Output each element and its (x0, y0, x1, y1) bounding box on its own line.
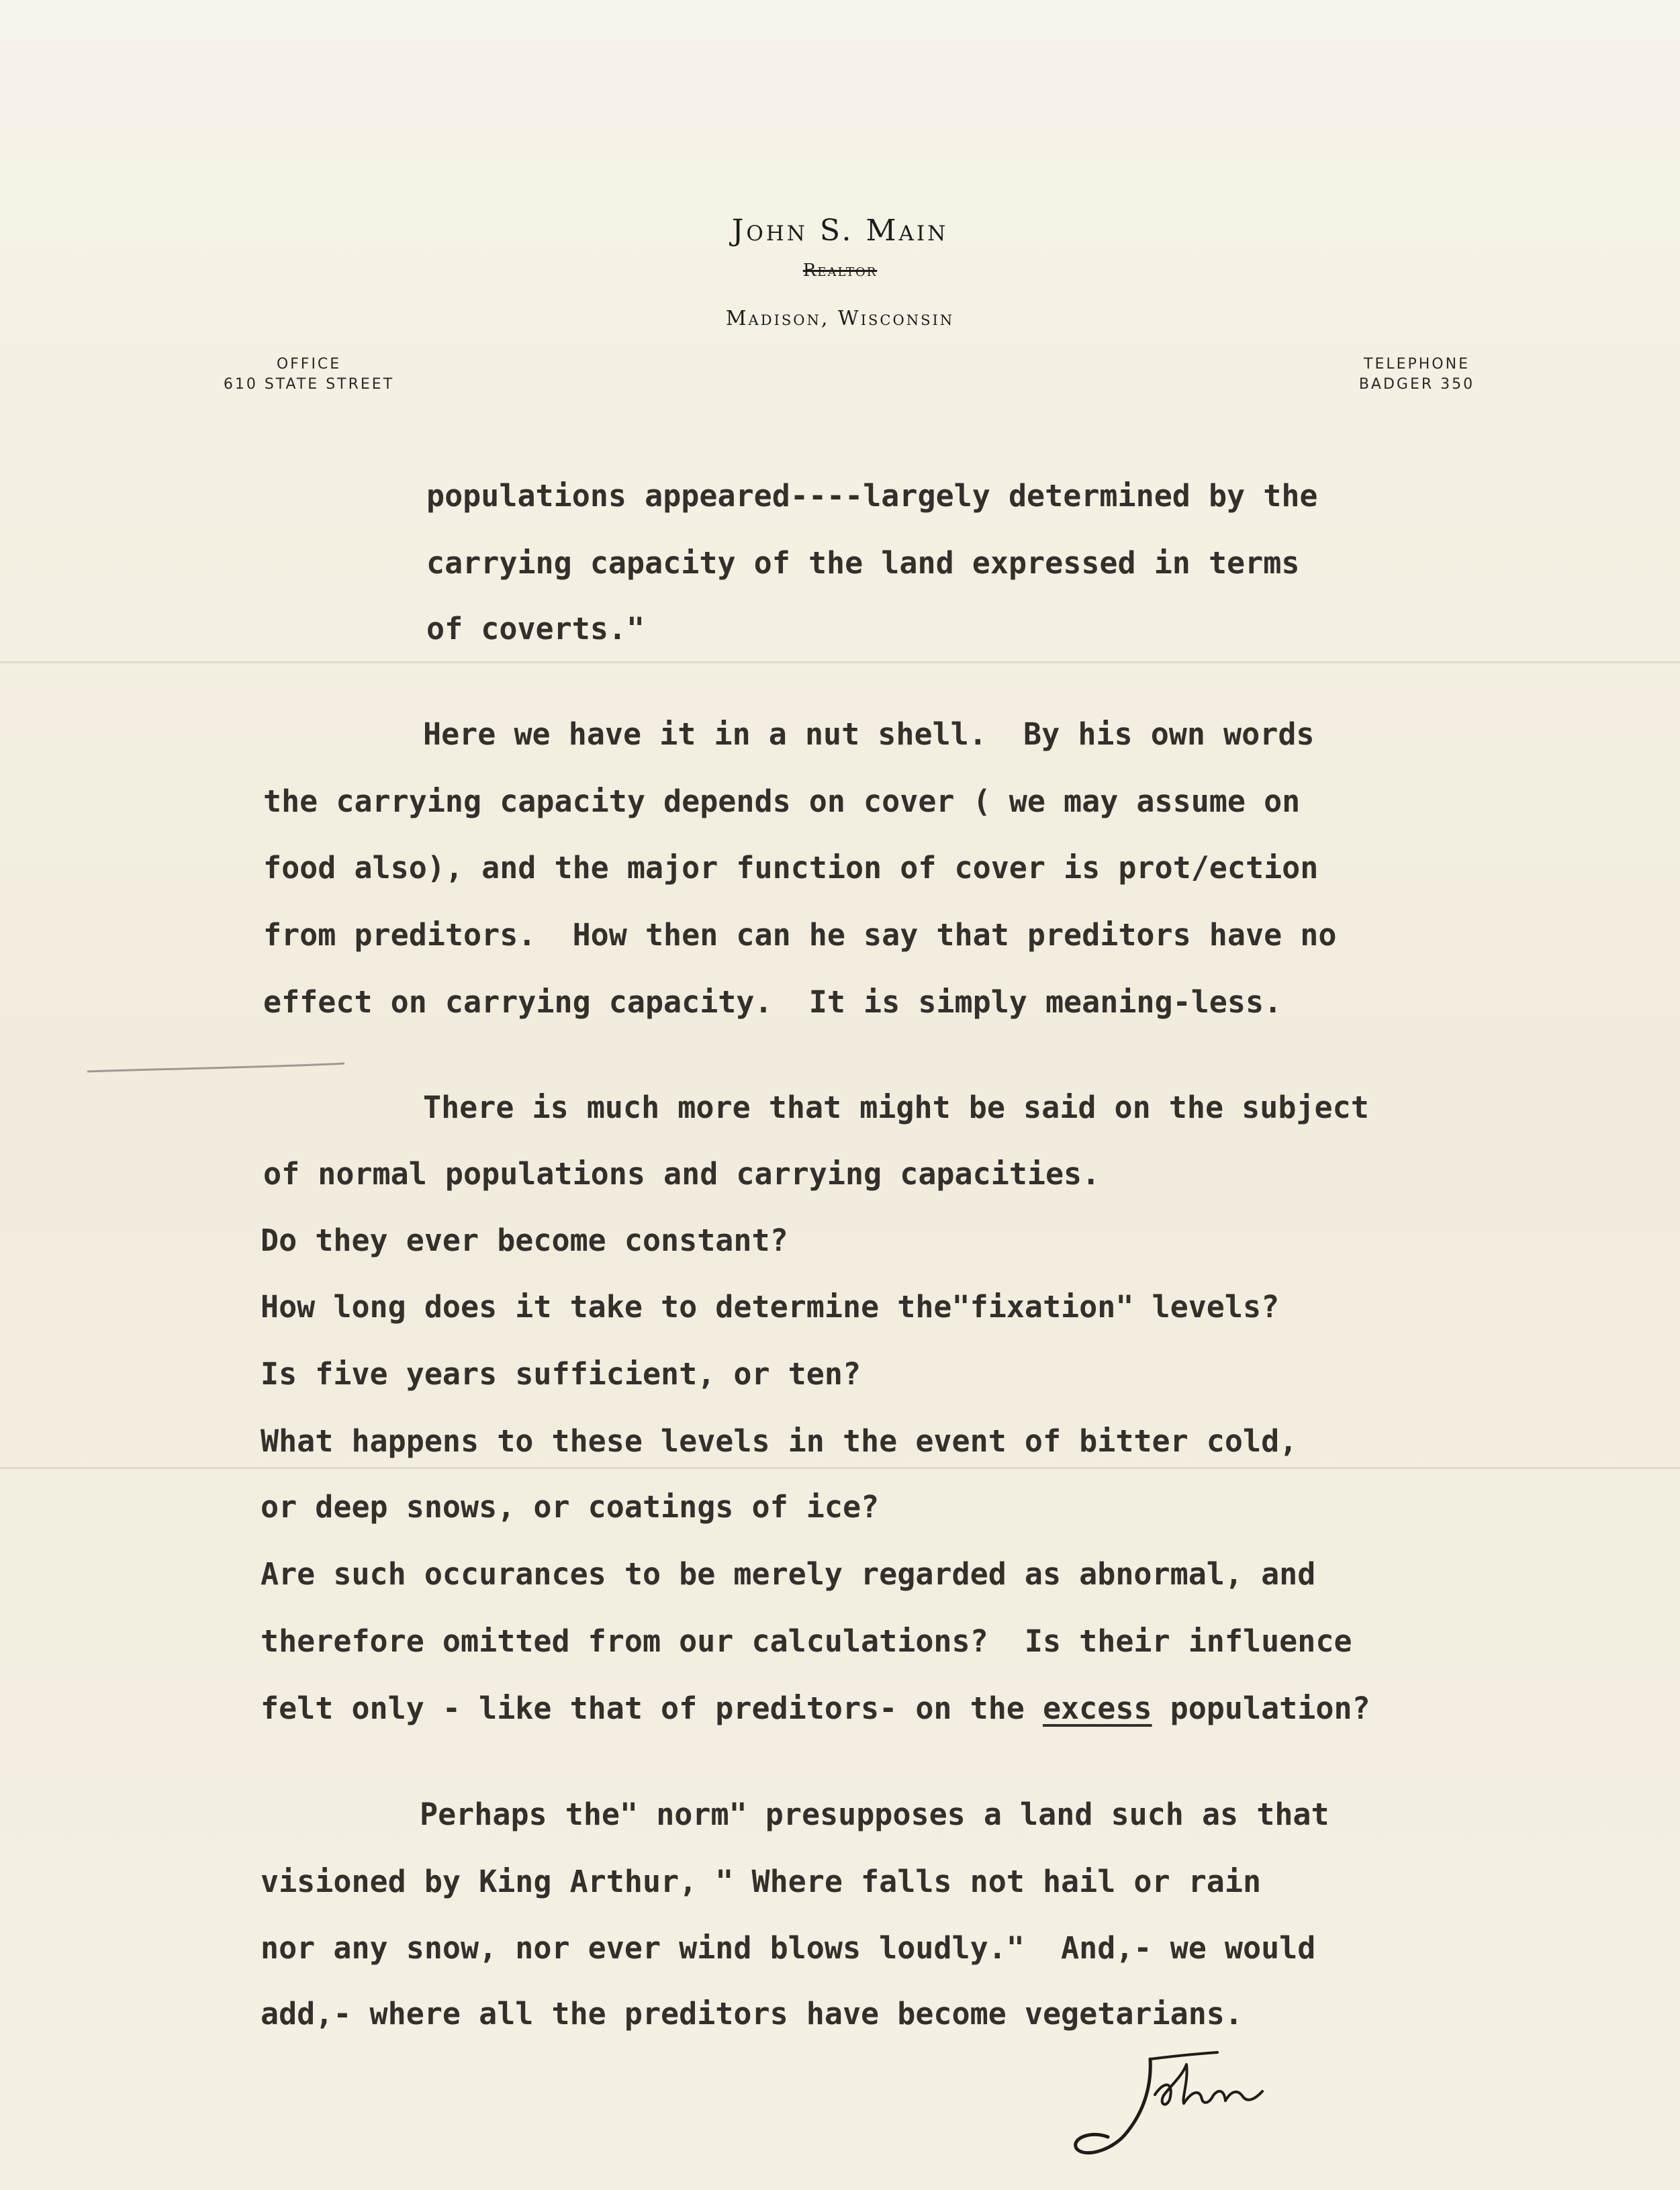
body-text: population? (1152, 1691, 1370, 1726)
body-line: What happens to these levels in the event of bitter cold, (261, 1423, 1298, 1459)
body-line: from preditors. How then can he say that preditors have no (263, 917, 1337, 953)
body-line: nor any snow, nor ever wind blows loudly." And,- we would (261, 1930, 1316, 1966)
body-line: visioned by King Arthur, " Where falls not hail or rain (261, 1864, 1262, 1899)
telephone-block (1323, 354, 1511, 395)
letterhead-city: Madison, Wisconsin (725, 307, 955, 330)
body-line (261, 1691, 1370, 1726)
body-line: add,- where all the preditors have become vegetarians. (261, 1996, 1243, 2032)
body-line: the carrying capacity depends on cover ( we may assume on (263, 783, 1301, 819)
office-label: OFFICE (276, 356, 342, 373)
body-text: felt only - like that of preditors- on the (261, 1691, 1043, 1726)
paper-fold-upper (0, 661, 1680, 663)
body-line: Perhaps the" norm" presupposes a land such as that (420, 1797, 1329, 1832)
body-line: Do they ever become constant? (261, 1223, 788, 1258)
telephone-label: TELEPHONE (1364, 356, 1470, 373)
body-line: carrying capacity of the land expressed in terms (426, 545, 1300, 581)
body-line: of coverts." (426, 611, 645, 647)
body-line: There is much more that might be said on the subject (423, 1090, 1369, 1125)
paper-fold-lower (0, 1467, 1680, 1469)
underlined-word: excess (1042, 1691, 1152, 1726)
body-line: of normal populations and carrying capacities. (263, 1156, 1101, 1192)
body-line: food also), and the major function of cover is prot/ection (263, 850, 1319, 886)
body-line: therefore omitted from our calculations? Is their influence (261, 1623, 1352, 1659)
body-line: Here we have it in a nut shell. By his own words (423, 716, 1315, 752)
body-line: or deep snows, or coatings of ice? (261, 1489, 880, 1525)
letterhead-title-text: Realtor (802, 260, 878, 281)
office-address: 610 STATE STREET (223, 376, 395, 393)
body-line: Are such occurances to be merely regarded as abnormal, and (261, 1556, 1316, 1592)
office-block (201, 354, 416, 395)
pencil-margin-mark (86, 1059, 355, 1080)
telephone-number: BADGER 350 (1358, 376, 1475, 393)
handwritten-signature (1071, 2044, 1272, 2165)
body-line: Is five years sufficient, or ten? (261, 1356, 861, 1392)
body-line: populations appeared----largely determined by the (426, 478, 1318, 514)
letterhead-title (0, 260, 1680, 281)
body-line: How long does it take to determine the"fixation" levels? (261, 1289, 1280, 1325)
letterhead-name: John S. Main (731, 213, 949, 248)
body-line: effect on carrying capacity. It is simply meaning-less. (263, 984, 1282, 1020)
